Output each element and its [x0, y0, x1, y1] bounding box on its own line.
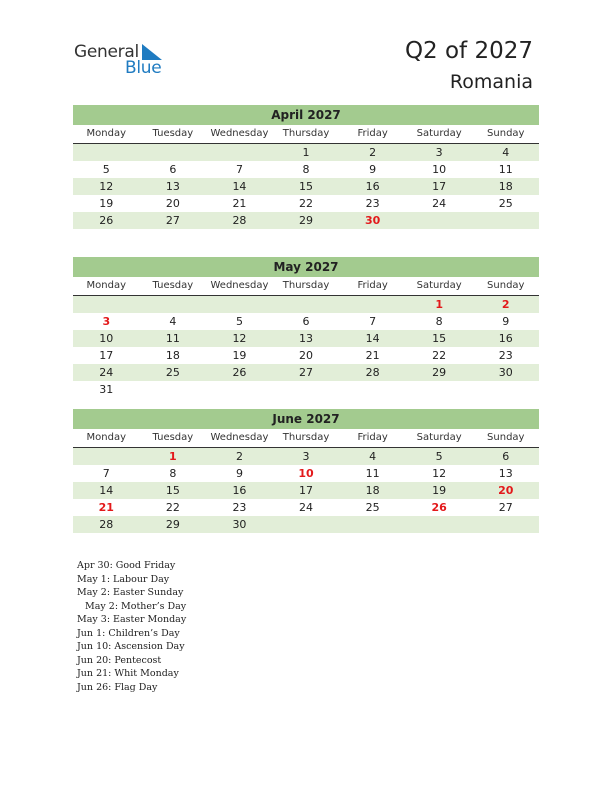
day-cell: 10: [99, 332, 114, 345]
day-cell: 23: [365, 197, 380, 210]
holiday-entry: Jun 21: Whit Monday: [77, 668, 179, 679]
weekday-header-row: [73, 125, 539, 144]
day-cell: [140, 381, 207, 398]
weekday-label: Tuesday: [152, 432, 194, 443]
day-cell: 22: [299, 197, 314, 210]
holiday-day-cell: 26: [431, 501, 447, 514]
weekday-label: Saturday: [416, 280, 462, 291]
weekday-label: Wednesday: [210, 128, 269, 139]
day-cell: 30: [498, 366, 513, 379]
day-cell: 30: [232, 518, 247, 531]
day-cell: 11: [498, 163, 513, 176]
holiday-entry: Apr 30: Good Friday: [77, 560, 176, 571]
holiday-day-cell: 20: [498, 484, 514, 497]
day-cell: 15: [165, 484, 180, 497]
logo: [74, 42, 174, 82]
day-cell: [140, 296, 207, 313]
weekday-label: Friday: [357, 128, 388, 139]
day-cell: 4: [369, 450, 377, 463]
week-row: [73, 296, 539, 313]
logo-blue-text: Blue: [125, 58, 162, 78]
day-cell: 3: [302, 450, 310, 463]
day-cell: 16: [365, 180, 380, 193]
day-cell: 11: [165, 332, 180, 345]
day-cell: 5: [435, 450, 443, 463]
day-cell: 12: [99, 180, 114, 193]
day-cell: 21: [232, 197, 247, 210]
day-cell: 2: [369, 146, 377, 159]
day-cell: 17: [99, 349, 114, 362]
week-row: [73, 313, 539, 330]
day-cell: 7: [369, 315, 377, 328]
day-cell: 9: [369, 163, 377, 176]
day-cell: 6: [302, 315, 310, 328]
day-cell: 27: [165, 214, 180, 227]
day-cell: [406, 212, 473, 229]
day-cell: 29: [432, 366, 447, 379]
day-cell: 19: [232, 349, 247, 362]
day-cell: [406, 516, 473, 533]
day-cell: 25: [498, 197, 513, 210]
holiday-day-cell: 30: [364, 214, 381, 227]
day-cell: 29: [299, 214, 314, 227]
week-row: [73, 195, 539, 212]
day-cell: 11: [365, 467, 380, 480]
day-cell: 17: [299, 484, 314, 497]
day-cell: 17: [432, 180, 447, 193]
holiday-day-cell: 10: [298, 467, 314, 480]
day-cell: 12: [432, 467, 447, 480]
week-row: [73, 381, 539, 398]
day-cell: 22: [165, 501, 180, 514]
holiday-entry: May 2: Easter Sunday: [77, 587, 184, 598]
day-cell: 26: [232, 366, 247, 379]
weekday-label: Sunday: [487, 432, 525, 443]
day-cell: 9: [502, 315, 510, 328]
day-cell: [273, 296, 340, 313]
week-row: [73, 482, 539, 499]
day-cell: 29: [165, 518, 180, 531]
day-cell: 18: [365, 484, 380, 497]
weekday-label: Friday: [357, 280, 388, 291]
week-row: [73, 144, 539, 161]
day-cell: [273, 516, 340, 533]
day-cell: [472, 516, 539, 533]
day-cell: 14: [99, 484, 114, 497]
weekday-label: Monday: [86, 128, 127, 139]
day-cell: 24: [99, 366, 114, 379]
logo-general-text: General: [74, 42, 139, 62]
day-cell: [206, 381, 273, 398]
day-cell: 6: [169, 163, 177, 176]
day-cell: 23: [232, 501, 247, 514]
day-cell: [73, 144, 140, 161]
day-cell: 18: [498, 180, 513, 193]
weekday-label: Tuesday: [152, 280, 194, 291]
day-cell: 19: [432, 484, 447, 497]
month-title: April 2027: [73, 105, 539, 125]
day-cell: 14: [365, 332, 380, 345]
weekday-label: Sunday: [487, 280, 525, 291]
holiday-entry: Jun 26: Flag Day: [77, 681, 158, 693]
day-cell: 23: [498, 349, 513, 362]
month-title: May 2027: [73, 257, 539, 277]
day-cell: 22: [432, 349, 447, 362]
holiday-day-cell: 21: [98, 501, 114, 514]
day-cell: 18: [165, 349, 180, 362]
weekday-label: Thursday: [282, 432, 330, 443]
day-cell: [472, 381, 539, 398]
holiday-entry: Jun 10: Ascension Day: [77, 641, 185, 652]
day-cell: [339, 381, 406, 398]
month-calendar: [73, 409, 539, 533]
day-cell: 5: [102, 163, 110, 176]
day-cell: 26: [99, 214, 114, 227]
holiday-entry: May 2: Mother’s Day: [85, 600, 187, 612]
day-cell: 15: [299, 180, 314, 193]
week-row: [73, 516, 539, 533]
day-cell: 1: [302, 146, 310, 159]
weekday-label: Thursday: [282, 128, 330, 139]
holiday-day-cell: 1: [435, 298, 443, 311]
weekday-label: Monday: [86, 432, 127, 443]
weekday-label: Wednesday: [210, 432, 269, 443]
day-cell: 16: [232, 484, 247, 497]
country-name: Romania: [449, 71, 533, 93]
day-cell: 7: [102, 467, 110, 480]
holiday-day-cell: 2: [501, 298, 510, 311]
week-row: [73, 499, 539, 516]
day-cell: 3: [435, 146, 443, 159]
day-cell: 27: [498, 501, 513, 514]
day-cell: 28: [232, 214, 247, 227]
day-cell: [206, 144, 273, 161]
day-cell: 5: [235, 315, 243, 328]
holiday-day-cell: 3: [102, 315, 111, 328]
weekday-label: Thursday: [282, 280, 330, 291]
day-cell: 9: [235, 467, 243, 480]
day-cell: [406, 381, 473, 398]
month-title: June 2027: [73, 409, 539, 429]
day-cell: 20: [299, 349, 314, 362]
month-calendar: [73, 257, 539, 398]
weekday-label: Wednesday: [210, 280, 269, 291]
holiday-day-cell: 1: [169, 450, 177, 463]
holiday-list: [77, 559, 186, 694]
weekday-label: Tuesday: [152, 128, 194, 139]
day-cell: 2: [235, 450, 243, 463]
day-cell: 19: [99, 197, 114, 210]
day-cell: 4: [169, 315, 177, 328]
holiday-entry: Jun 1: Children’s Day: [77, 627, 180, 639]
weekday-label: Monday: [86, 280, 127, 291]
week-row: [73, 178, 539, 195]
weekday-header-row: [73, 277, 539, 296]
day-cell: 6: [502, 450, 510, 463]
weekday-header-row: [73, 429, 539, 448]
week-row: [73, 161, 539, 178]
holiday-entry: May 3: Easter Monday: [77, 614, 187, 625]
day-cell: 14: [232, 180, 247, 193]
day-cell: 8: [169, 467, 177, 480]
day-cell: [73, 448, 140, 465]
day-cell: [73, 296, 140, 313]
week-row: [73, 330, 539, 347]
day-cell: [273, 381, 340, 398]
day-cell: [472, 212, 539, 229]
day-cell: 12: [232, 332, 247, 345]
holiday-entry: Jun 20: Pentecost: [77, 654, 162, 666]
week-row: [73, 465, 539, 482]
day-cell: 24: [432, 197, 447, 210]
day-cell: 10: [432, 163, 447, 176]
day-cell: 31: [99, 383, 114, 396]
day-cell: 28: [99, 518, 114, 531]
week-row: [73, 448, 539, 465]
week-row: [73, 212, 539, 229]
day-cell: 4: [502, 146, 510, 159]
day-cell: 8: [302, 163, 310, 176]
week-row: [73, 347, 539, 364]
day-cell: 16: [498, 332, 513, 345]
weekday-label: Sunday: [487, 128, 525, 139]
day-cell: [339, 296, 406, 313]
day-cell: 13: [498, 467, 513, 480]
day-cell: 27: [299, 366, 314, 379]
day-cell: [339, 516, 406, 533]
day-cell: 21: [365, 349, 380, 362]
day-cell: 28: [365, 366, 380, 379]
quarter-title: Q2 of 2027: [404, 38, 533, 64]
day-cell: 7: [235, 163, 243, 176]
day-cell: 15: [432, 332, 447, 345]
day-cell: 20: [165, 197, 180, 210]
weekday-label: Friday: [357, 432, 388, 443]
day-cell: 24: [299, 501, 314, 514]
weekday-label: Saturday: [416, 128, 462, 139]
holiday-entry: May 1: Labour Day: [77, 573, 170, 585]
day-cell: 8: [435, 315, 443, 328]
day-cell: [140, 144, 207, 161]
month-calendar: [73, 105, 539, 229]
day-cell: 25: [165, 366, 180, 379]
day-cell: 25: [365, 501, 380, 514]
week-row: [73, 364, 539, 381]
day-cell: 13: [299, 332, 314, 345]
day-cell: 13: [165, 180, 180, 193]
weekday-label: Saturday: [416, 432, 462, 443]
day-cell: [206, 296, 273, 313]
